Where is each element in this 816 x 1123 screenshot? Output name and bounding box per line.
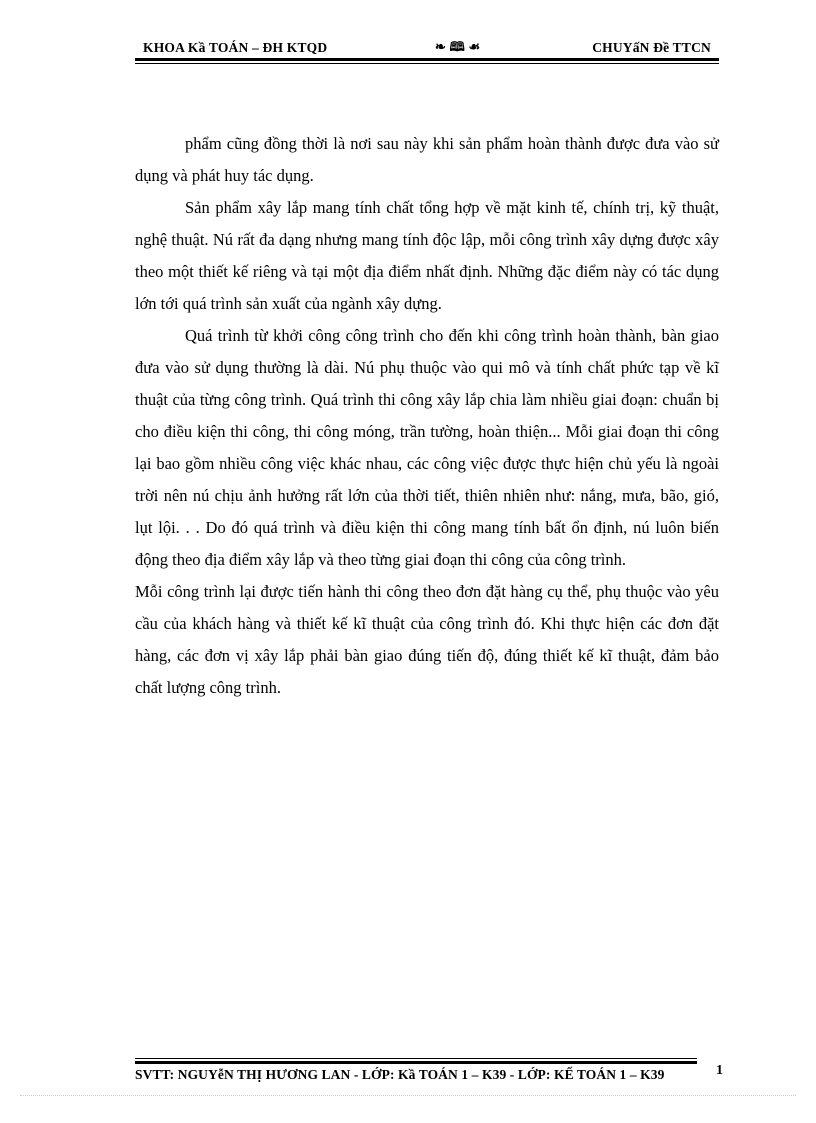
paragraph-3: Quá trình từ khởi công công trình cho đến khi công trình hoàn thành, bàn giao đưa vào sử dụng thường là dài. Nú phụ thuộc vào qui mô và tính chất phức tạp về kĩ thuật của từng công trình. Quá trình thi công xây lắp chia làm nhiều giai đoạn: chuẩn bị cho điều kiện thi công, thi công móng, trần tường, hoàn thiện... Mỗi giai đoạn thi công lại bao gồm nhiều công việc khác nhau, các công việc được thực hiện chủ yếu là ngoài trời nên nú chịu ảnh hưởng rất lớn của thời tiết, thiên nhiên như: nắng, mưa, bão, gió, lụt lội. . . Do đó quá trình và điều kiện thi công mang tính bất ổn định, nú luôn biến động theo địa điểm xây lắp và theo từng giai đoạn thi công của công trình. <box>135 326 719 569</box>
header-rule-thin <box>135 63 719 64</box>
paragraph-4: Mỗi công trình lại được tiến hành thi công theo đơn đặt hàng cụ thể, phụ thuộc vào yêu cầu của khách hàng và thiết kế kĩ thuật của công trình đó. Khi thực hiện các đơn đặt hàng, các đơn vị xây lắp phải bàn giao đúng tiến độ, đúng thiết kế kĩ thuật, đảm bảo chất lượng công trình. <box>135 582 719 697</box>
book-ornament-icon: ❧ 🕮 ☙ <box>435 39 481 54</box>
footer-rule-thin <box>135 1058 697 1059</box>
body-text <box>135 128 719 704</box>
paragraph-2: Sản phẩm xây lắp mang tính chất tổng hợp về mặt kinh tế, chính trị, kỹ thuật, nghệ thuật. Nú rất đa dạng nhưng mang tính độc lập, mỗi công trình xây dựng được xây theo một thiết kế riêng và tại một địa điểm nhất định. Những đặc điểm này có tác dụng lớn tới quá trình sản xuất của ngành xây dựng. <box>135 198 719 313</box>
page-bottom-divider <box>20 1095 796 1096</box>
header-subject: CHUYấN Đề TTCN <box>592 40 711 55</box>
page-number: 1 <box>716 1063 723 1078</box>
paragraph-1: phẩm cũng đồng thời là nơi sau này khi sản phẩm hoàn thành được đưa vào sử dụng và phát huy tác dụng. <box>135 134 719 185</box>
page-footer: SVTT: NGUYễN THỊ HƯƠNG LAN - LỚP: Kầ TOÁN 1 – K39 - LỚP: KẾ TOÁN 1 – K39 <box>135 1067 665 1082</box>
header-rule-thick <box>135 58 719 61</box>
header-faculty: KHOA Kầ TOÁN – ĐH KTQD <box>143 40 328 55</box>
page-header <box>135 38 719 58</box>
footer-rule-thick <box>135 1061 697 1064</box>
